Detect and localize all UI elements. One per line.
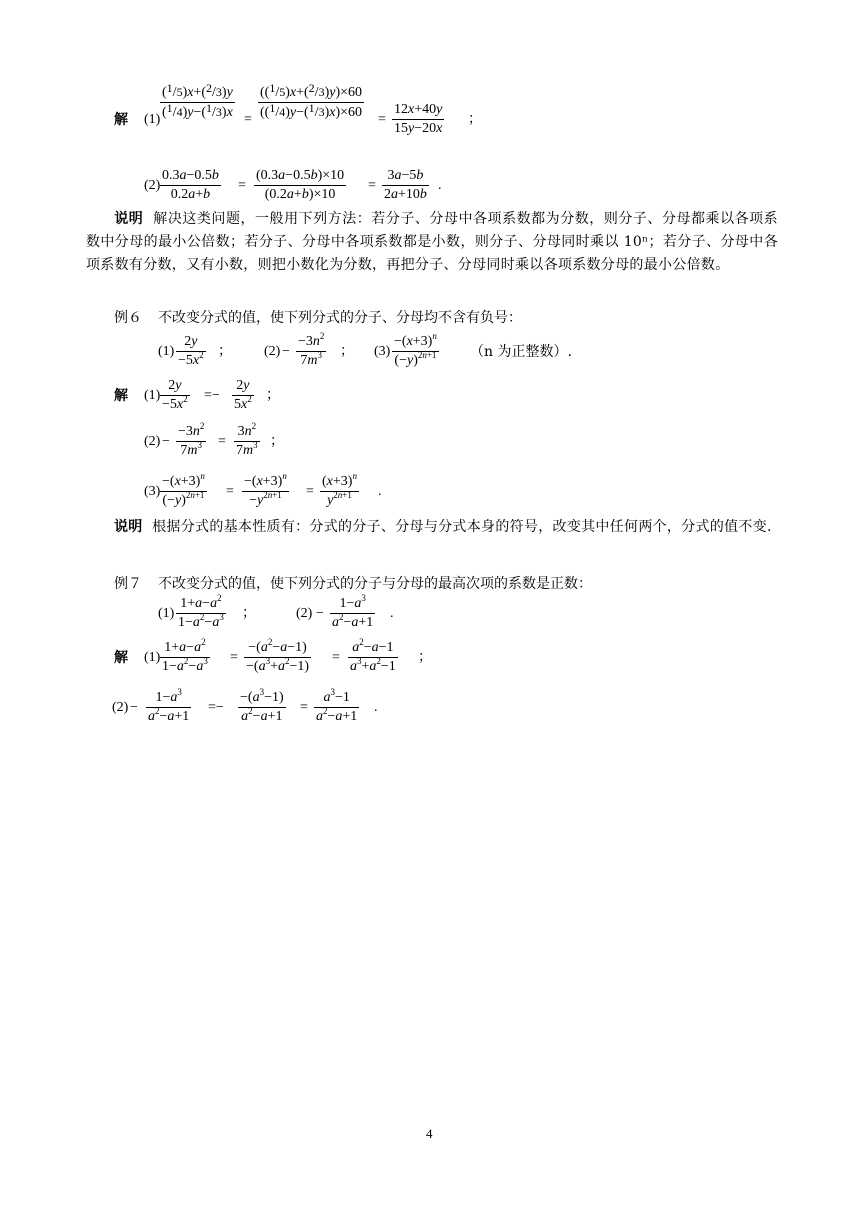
- fraction: $\frac{(x+3)^n}{y^{2n+1}}$: [322, 471, 357, 508]
- fraction: $\frac{a^3-1}{a^2-a+1}$: [316, 687, 358, 724]
- fraction: $\frac{-(x+3)^n}{-y^{2n+1}}$: [244, 471, 287, 508]
- equals-sign: =: [332, 650, 340, 665]
- equals-sign: =−: [204, 388, 220, 403]
- equals-sign: =: [378, 112, 386, 127]
- separator: ；: [218, 344, 232, 359]
- fraction: $\frac{1-a^3}{a^2-a+1}$: [332, 593, 374, 630]
- item-label: (2): [296, 606, 313, 621]
- example-prompt: 不改变分式的值，使下列分式的分子与分母的最高次项的系数是正数：: [158, 576, 592, 592]
- solution-label: 解: [114, 388, 128, 404]
- fraction: $\frac{12x+40y}{15y-20x}$: [394, 102, 443, 136]
- note-paragraph: [86, 208, 778, 277]
- minus-sign: −: [162, 434, 170, 449]
- separator: ；: [242, 606, 256, 621]
- example-prompt: 不改变分式的值，使下列分式的分子、分母均不含有负号：: [158, 310, 522, 326]
- minus-sign: −: [130, 700, 138, 715]
- fraction: $\frac{-(a^3-1)}{a^2-a+1}$: [240, 687, 284, 724]
- fraction: $\frac{(0.3a-0.5b)\times 10}{(0.2a+b)\times 10}$: [256, 168, 345, 202]
- part-label: (1): [144, 388, 161, 403]
- equals-sign: =: [306, 484, 314, 499]
- fraction: $\frac{-(a^2-a-1)}{-(a^3+a^2-1)}$: [246, 637, 310, 674]
- item-label: (2): [264, 344, 281, 359]
- fraction: $\frac{1-a^3}{a^2-a+1}$: [148, 687, 190, 724]
- part-label: (1): [144, 112, 161, 127]
- part-label: (2): [144, 178, 161, 193]
- equals-sign: =: [230, 650, 238, 665]
- note-paragraph: [86, 516, 778, 539]
- fraction: $\frac{1+a-a^2}{1-a^2-a^3}$: [178, 593, 224, 630]
- fraction: $\frac{-(x+3)^n}{(-y)^{2n+1}}$: [394, 331, 437, 368]
- fraction: $\frac{3n^2}{7m^3}$: [236, 421, 258, 458]
- punctuation: ；: [266, 388, 280, 403]
- example-label: 例７: [114, 576, 142, 592]
- fraction: $\frac{(^1/5)x+(^2/3)y}{(^1/4)y-(^1/3)x}$: [162, 81, 233, 120]
- page-number: 4: [426, 1126, 433, 1141]
- punctuation: .: [378, 484, 382, 499]
- part-label: (2): [144, 434, 161, 449]
- fraction: $\frac{-3n^2}{7m^3}$: [178, 421, 205, 458]
- punctuation: ；: [468, 112, 482, 127]
- punctuation: ；: [418, 650, 432, 665]
- fraction: $\frac{1+a-a^2}{1-a^2-a^3}$: [162, 637, 208, 674]
- fraction: $\frac{a^2-a-1}{a^3+a^2-1}$: [350, 637, 396, 674]
- punctuation: .: [438, 178, 442, 193]
- equals-sign: =: [244, 112, 252, 127]
- fraction: $\frac{2y}{-5x^2}$: [162, 378, 188, 412]
- equals-sign: =: [300, 700, 308, 715]
- item-label: (1): [158, 606, 175, 621]
- part-label: (2): [112, 700, 129, 715]
- fraction: $\frac{((^1/5)x+(^2/3)y)\times 60}{((^1/4)y-(^1/3)x)\times 60}$: [260, 81, 363, 120]
- equals-sign: =: [238, 178, 246, 193]
- note-text: 根据分式的基本性质有：分式的分子、分母与分式本身的符号，改变其中任何两个，分式的值不变.: [152, 519, 772, 535]
- item-label: (1): [158, 344, 175, 359]
- item-label: (3): [374, 344, 391, 359]
- part-label: (3): [144, 484, 161, 499]
- part-label: (1): [144, 650, 161, 665]
- note-text: 解决这类问题，一般用下列方法：若分子、分母中各项系数都为分数，则分子、分母都乘以各项系数中分母的最小公倍数；若分子、分母中各项系数都是小数，则分子、分母同时乘以 10ⁿ；若分子、分母中各项系数有分数，又有小数，则把小数化为分数，再把分子、分母同时乘以各项系数分母的最小公倍数。: [86, 211, 778, 273]
- solution-label: 解: [114, 112, 128, 128]
- minus-sign: −: [316, 606, 324, 621]
- condition-note: （n 为正整数）.: [470, 344, 572, 360]
- example-label: 例６: [114, 310, 142, 326]
- equals-sign: =−: [208, 700, 224, 715]
- equals-sign: =: [226, 484, 234, 499]
- equals-sign: =: [368, 178, 376, 193]
- fraction: $\frac{2y}{5x^2}$: [234, 378, 252, 412]
- minus-sign: −: [282, 344, 290, 359]
- separator: ；: [340, 344, 354, 359]
- punctuation: .: [390, 606, 394, 621]
- fraction: $\frac{-3n^2}{7m^3}$: [298, 331, 325, 368]
- note-label: 说明: [114, 211, 144, 227]
- fraction: $\frac{0.3a-0.5b}{0.2a+b}$: [162, 168, 219, 202]
- equals-sign: =: [218, 434, 226, 449]
- solution-label: 解: [114, 650, 128, 666]
- punctuation: ；: [270, 434, 284, 449]
- fraction: $\frac{2y}{-5x^2}$: [178, 334, 204, 368]
- fraction: $\frac{-(x+3)^n}{(-y)^{2n+1}}$: [162, 471, 205, 508]
- note-label: 说明: [114, 519, 143, 535]
- fraction: $\frac{3a-5b}{2a+10b}$: [384, 168, 427, 202]
- punctuation: .: [374, 700, 378, 715]
